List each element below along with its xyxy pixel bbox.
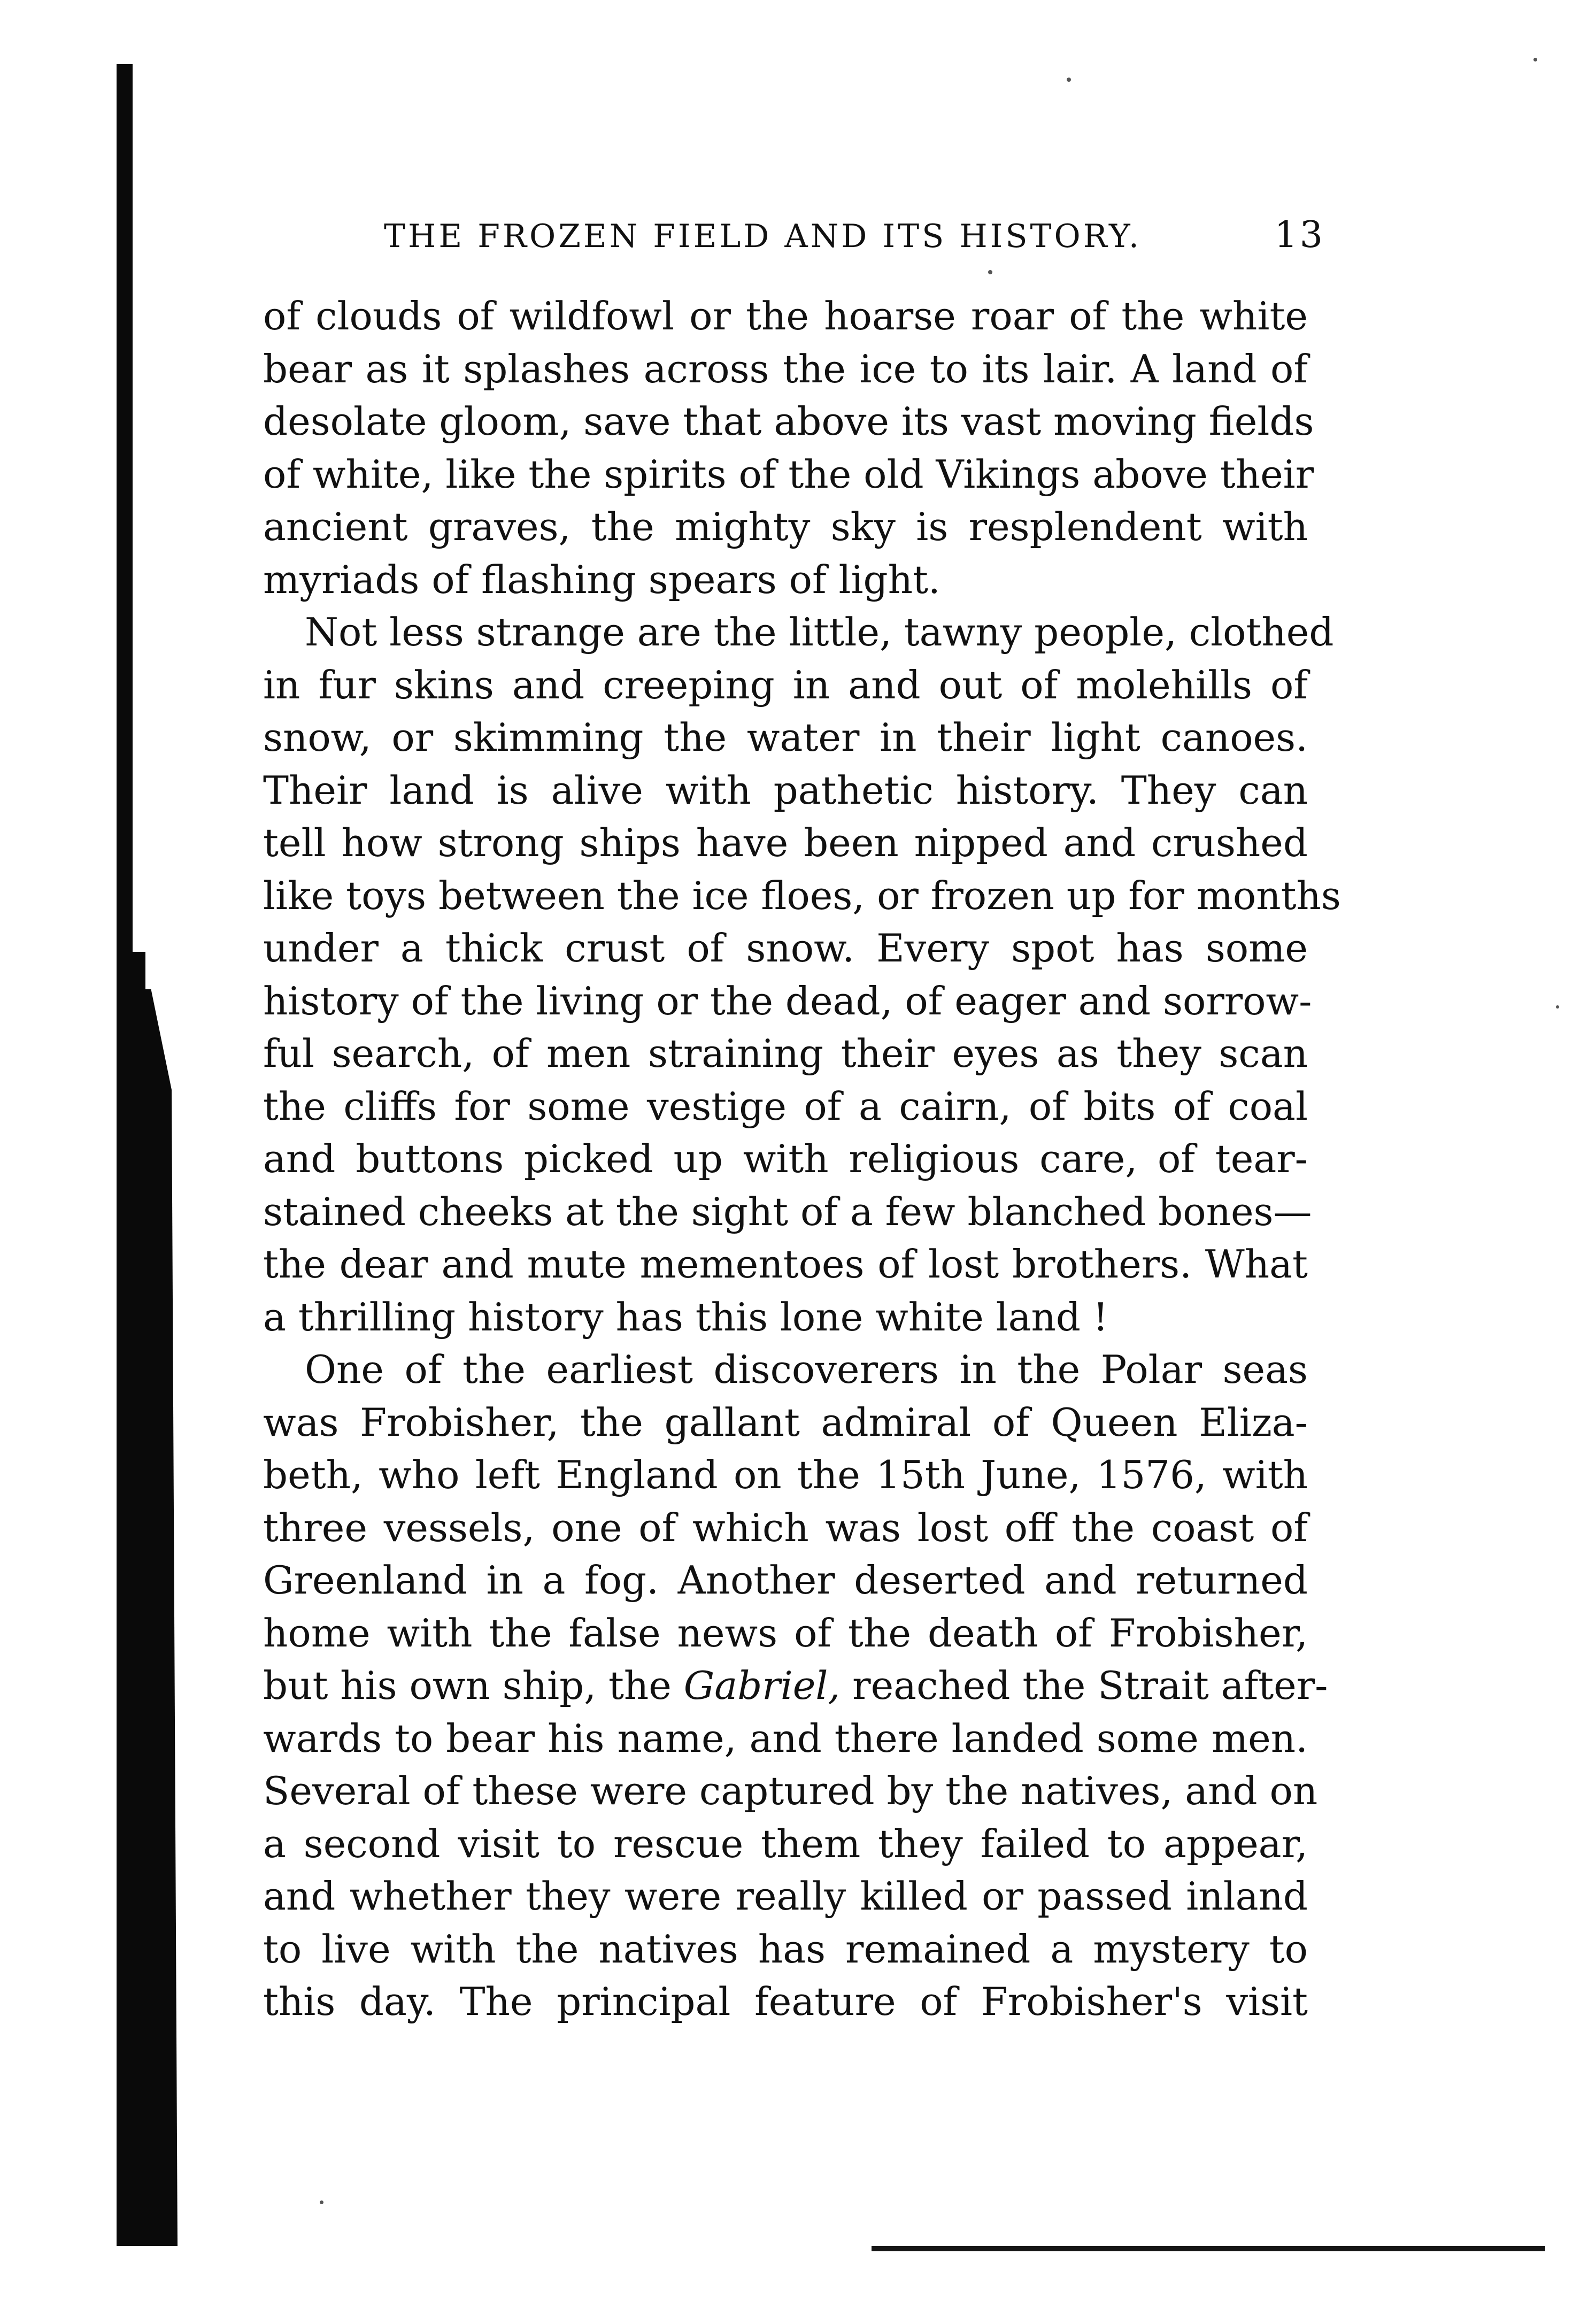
text-line: bear as it splashes across the ice to its lair. A land of	[263, 346, 1308, 391]
scan-speck	[988, 270, 992, 274]
text-line: like toys between the ice floes, or frozen up for months	[263, 873, 1341, 918]
text-segment: but his own ship, the	[263, 1663, 684, 1708]
text-line	[263, 1659, 1328, 1712]
text-line: desolate gloom, save that above its vast moving fields	[263, 399, 1314, 444]
running-header	[384, 214, 1325, 257]
text-line: snow, or skimming the water in their light canoes.	[263, 715, 1308, 760]
text-line: wards to bear his name, and there landed some men.	[263, 1715, 1308, 1761]
scan-speck	[320, 2200, 323, 2204]
bottom-edge-rule	[872, 2246, 1545, 2251]
text-line: this day. The principal feature of Frobisher's visit	[263, 1979, 1308, 2024]
text-line: Several of these were captured by the natives, and on	[263, 1768, 1318, 1813]
ship-name-italic: Gabriel,	[683, 1663, 841, 1708]
page-number: 13	[1274, 214, 1325, 256]
scan-speck	[1533, 58, 1537, 61]
text-line: in fur skins and creeping in and out of molehills of	[263, 662, 1308, 707]
text-line: stained cheeks at the sight of a few blanched bones—	[263, 1189, 1312, 1234]
text-line: ancient graves, the mighty sky is resplendent with	[263, 504, 1308, 549]
text-line: was Frobisher, the gallant admiral of Queen Eliza-	[263, 1399, 1308, 1445]
text-line: tell how strong ships have been nipped and crushed	[263, 820, 1308, 865]
body-text	[263, 290, 1341, 2028]
text-line: of white, like the spirits of the old Vikings above their	[263, 451, 1314, 497]
text-line: a thrilling history has this lone white land !	[263, 1294, 1108, 1340]
text-line: the cliffs for some vestige of a cairn, of bits of coal	[263, 1083, 1308, 1129]
scan-speck	[1067, 78, 1071, 82]
text-line: the dear and mute mementoes of lost brothers. What	[263, 1242, 1308, 1287]
text-line: a second visit to rescue them they failed to appear,	[263, 1821, 1308, 1866]
text-line: of clouds of wildfowl or the hoarse roar of the white	[263, 294, 1308, 338]
text-line: beth, who left England on the 15th June, 1576, with	[263, 1452, 1308, 1497]
text-line: to live with the natives has remained a mystery to	[263, 1926, 1308, 1972]
running-title: THE FROZEN FIELD AND ITS HISTORY.	[384, 218, 1142, 255]
text-line: home with the false news of the death of Frobisher,	[263, 1610, 1308, 1656]
text-line: and whether they were really killed or passed inland	[263, 1874, 1308, 1919]
text-line: Greenland in a fog. Another deserted and returned	[263, 1558, 1308, 1603]
text-line: and buttons picked up with religious care, of tear-	[263, 1136, 1308, 1181]
text-line: One of the earliest discoverers in the Polar seas	[305, 1347, 1308, 1392]
text-segment: reached the Strait after-	[840, 1663, 1328, 1708]
text-line: three vessels, one of which was lost off the coast of	[263, 1505, 1308, 1550]
text-line: ful search, of men straining their eyes as they scan	[263, 1031, 1308, 1076]
text-line: myriads of flashing spears of light.	[263, 557, 941, 602]
binding-shadow-lower	[119, 989, 178, 2246]
text-line: history of the living or the dead, of eager and sorrow-	[263, 978, 1312, 1024]
text-line: Their land is alive with pathetic history. They can	[263, 767, 1308, 813]
binding-shadow-notch	[124, 952, 145, 995]
text-line: under a thick crust of snow. Every spot has some	[263, 926, 1308, 971]
scan-speck	[1556, 1005, 1559, 1009]
text-line: Not less strange are the little, tawny people, clothed	[305, 610, 1334, 655]
